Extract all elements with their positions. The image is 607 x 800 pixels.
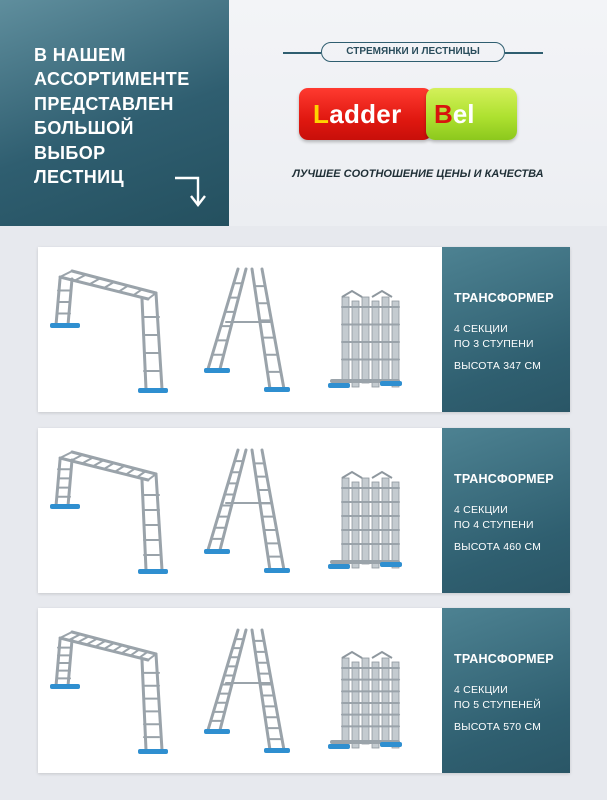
tagline: ЛУЧШЕЕ СООТНОШЕНИЕ ЦЕНЫ И КАЧЕСТВА: [292, 168, 544, 180]
product-title: ТРАНСФОРМЕР: [454, 472, 554, 486]
category-heading: [283, 42, 543, 62]
banner-headline: [34, 43, 224, 189]
product-images: [38, 247, 442, 412]
divider: [505, 52, 543, 54]
ladder-illustrations: [38, 247, 442, 412]
logo-word-ladder: Ladder: [313, 99, 402, 129]
promo-banner: [0, 0, 229, 226]
product-title: ТРАНСФОРМЕР: [454, 652, 554, 666]
headline-line: ЛЕСТНИЦ: [34, 167, 125, 188]
divider: [283, 52, 321, 54]
product-height: ВЫСОТА 460 СМ: [454, 541, 542, 553]
product-height: ВЫСОТА 570 СМ: [454, 721, 542, 733]
product-info: [442, 247, 570, 412]
brand-panel: [229, 0, 607, 226]
product-images: [38, 428, 442, 593]
product-title: ТРАНСФОРМЕР: [454, 291, 554, 305]
product-info: [442, 428, 570, 593]
product-steps: ПО 4 СТУПЕНИ: [454, 519, 534, 531]
logo-word-bel: Bel: [434, 99, 475, 129]
product-steps: ПО 5 СТУПЕНЕЙ: [454, 699, 541, 711]
ladder-illustrations: [38, 608, 442, 773]
product-card: [38, 428, 570, 593]
ladder-illustrations: [38, 428, 442, 593]
product-sections: 4 СЕКЦИИ: [454, 323, 508, 335]
category-label: СТРЕМЯНКИ И ЛЕСТНИЦЫ: [321, 42, 505, 62]
product-steps: ПО 3 СТУПЕНИ: [454, 338, 534, 350]
headline-line: БОЛЬШОЙ: [34, 118, 134, 139]
product-height: ВЫСОТА 347 СМ: [454, 360, 542, 372]
product-info: [442, 608, 570, 773]
product-sections: 4 СЕКЦИИ: [454, 684, 508, 696]
headline-line: ВЫБОР: [34, 142, 106, 163]
headline-line: АССОРТИМЕНТЕ: [34, 69, 190, 90]
ladderbel-logo: [299, 88, 517, 140]
product-sections: 4 СЕКЦИИ: [454, 504, 508, 516]
product-card: [38, 247, 570, 412]
product-card: [38, 608, 570, 773]
product-images: [38, 608, 442, 773]
headline-line: В НАШЕМ: [34, 45, 126, 65]
headline-line: ПРЕДСТАВЛЕН: [34, 93, 174, 114]
arrow-down-right-icon: [172, 172, 208, 210]
